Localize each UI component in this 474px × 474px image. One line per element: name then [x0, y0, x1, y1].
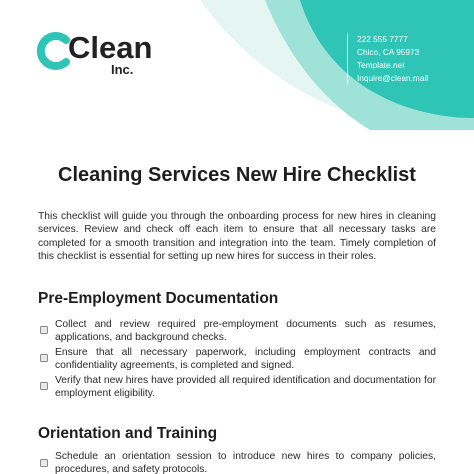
company-logo — [34, 30, 153, 82]
contact-location: Chico, CA 95973 — [357, 47, 420, 57]
checkbox[interactable] — [40, 459, 48, 467]
checklist-item-text: Verify that new hires have provided all required identification and documentation for employment eligibility. — [55, 375, 436, 400]
checklist-item-text: Schedule an orientation session to introduce new hires to company policies, procedures, and safety protocols. — [55, 451, 436, 474]
contact-email: Inquire@clean.mail — [357, 73, 429, 83]
contact-info — [347, 33, 428, 85]
section-heading-orientation: Orientation and Training — [38, 425, 218, 442]
contact-website: Template.net — [357, 60, 405, 70]
checklist-item-text: Collect and review required pre-employment documents such as resumes, applications, and background checks. — [55, 319, 436, 344]
checkbox[interactable] — [40, 382, 48, 390]
logo-subtext: Inc. — [111, 62, 134, 77]
section-heading-pre-employment: Pre-Employment Documentation — [38, 290, 279, 307]
document-title: Cleaning Services New Hire Checklist — [58, 164, 416, 186]
intro-paragraph: This checklist will guide you through the onboarding process for new hires in cleaning services. Review and check off each item to ensure that all necessary tasks are completed for a smooth transition and integration into the team. Timely completion of this checklist is essential for setting up new hires for success in their roles. — [38, 211, 436, 263]
logo-wordmark: Clean — [68, 30, 153, 65]
checkbox[interactable] — [40, 354, 48, 362]
header-banner — [0, 0, 474, 130]
checkbox[interactable] — [40, 326, 48, 334]
contact-phone: 222 555 7777 — [357, 34, 408, 44]
checklist-item-text: Ensure that all necessary paperwork, including employment contracts and confidentiality agreements, is completed and signed. — [55, 347, 436, 372]
